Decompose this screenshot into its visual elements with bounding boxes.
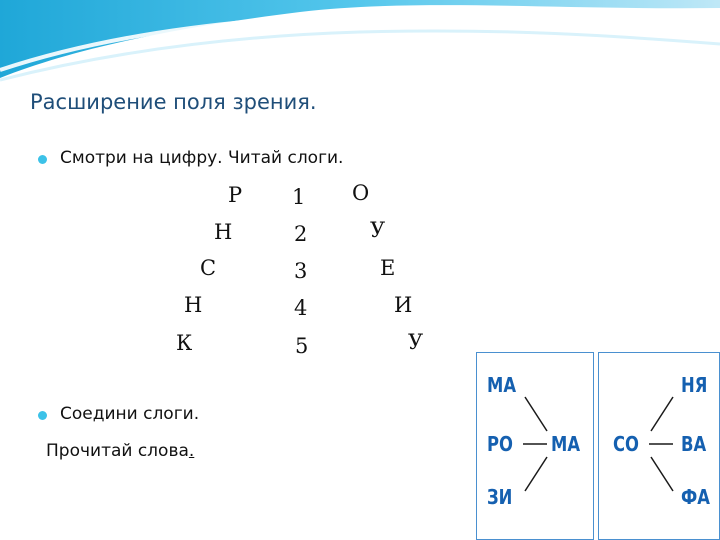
right-letter: У: [408, 330, 424, 354]
syllable: ЗИ: [487, 485, 513, 509]
bullet-text: Соедини слоги.: [60, 404, 200, 424]
syllable: СО: [613, 432, 639, 456]
right-letter: О: [352, 181, 370, 205]
left-letter: Н: [214, 220, 233, 244]
focus-number: 4: [294, 296, 308, 320]
left-letter: К: [176, 331, 193, 355]
focus-number: 2: [294, 222, 308, 246]
focus-number: 3: [294, 259, 308, 283]
right-letter: И: [394, 293, 413, 317]
syllable: МА: [551, 432, 581, 456]
syllable: ФА: [681, 485, 710, 509]
syllable-card-2: [598, 352, 720, 540]
syllable: МА: [487, 373, 517, 397]
header-wave-decoration: [0, 0, 720, 90]
slide-title: Расширение поля зрения.: [30, 90, 317, 114]
focus-number: 5: [295, 334, 309, 358]
left-letter: Н: [184, 293, 203, 317]
syllable: РО: [487, 432, 513, 456]
bullet-dot-icon: [38, 411, 47, 420]
syllable: НЯ: [681, 373, 708, 397]
bullet-text: Смотри на цифру. Читай слоги.: [60, 148, 344, 168]
right-letter: У: [370, 218, 386, 242]
bullet-dot-icon: [38, 155, 47, 164]
syllable: ВА: [681, 432, 707, 456]
left-letter: С: [200, 256, 217, 280]
left-letter: Р: [228, 183, 243, 207]
syllable-card-1: [476, 352, 594, 540]
focus-number: 1: [292, 185, 306, 209]
read-words-text: Прочитай слова: [46, 441, 189, 461]
read-words-period: .: [188, 441, 195, 461]
right-letter: Е: [380, 256, 396, 280]
read-words-line: [46, 441, 194, 461]
